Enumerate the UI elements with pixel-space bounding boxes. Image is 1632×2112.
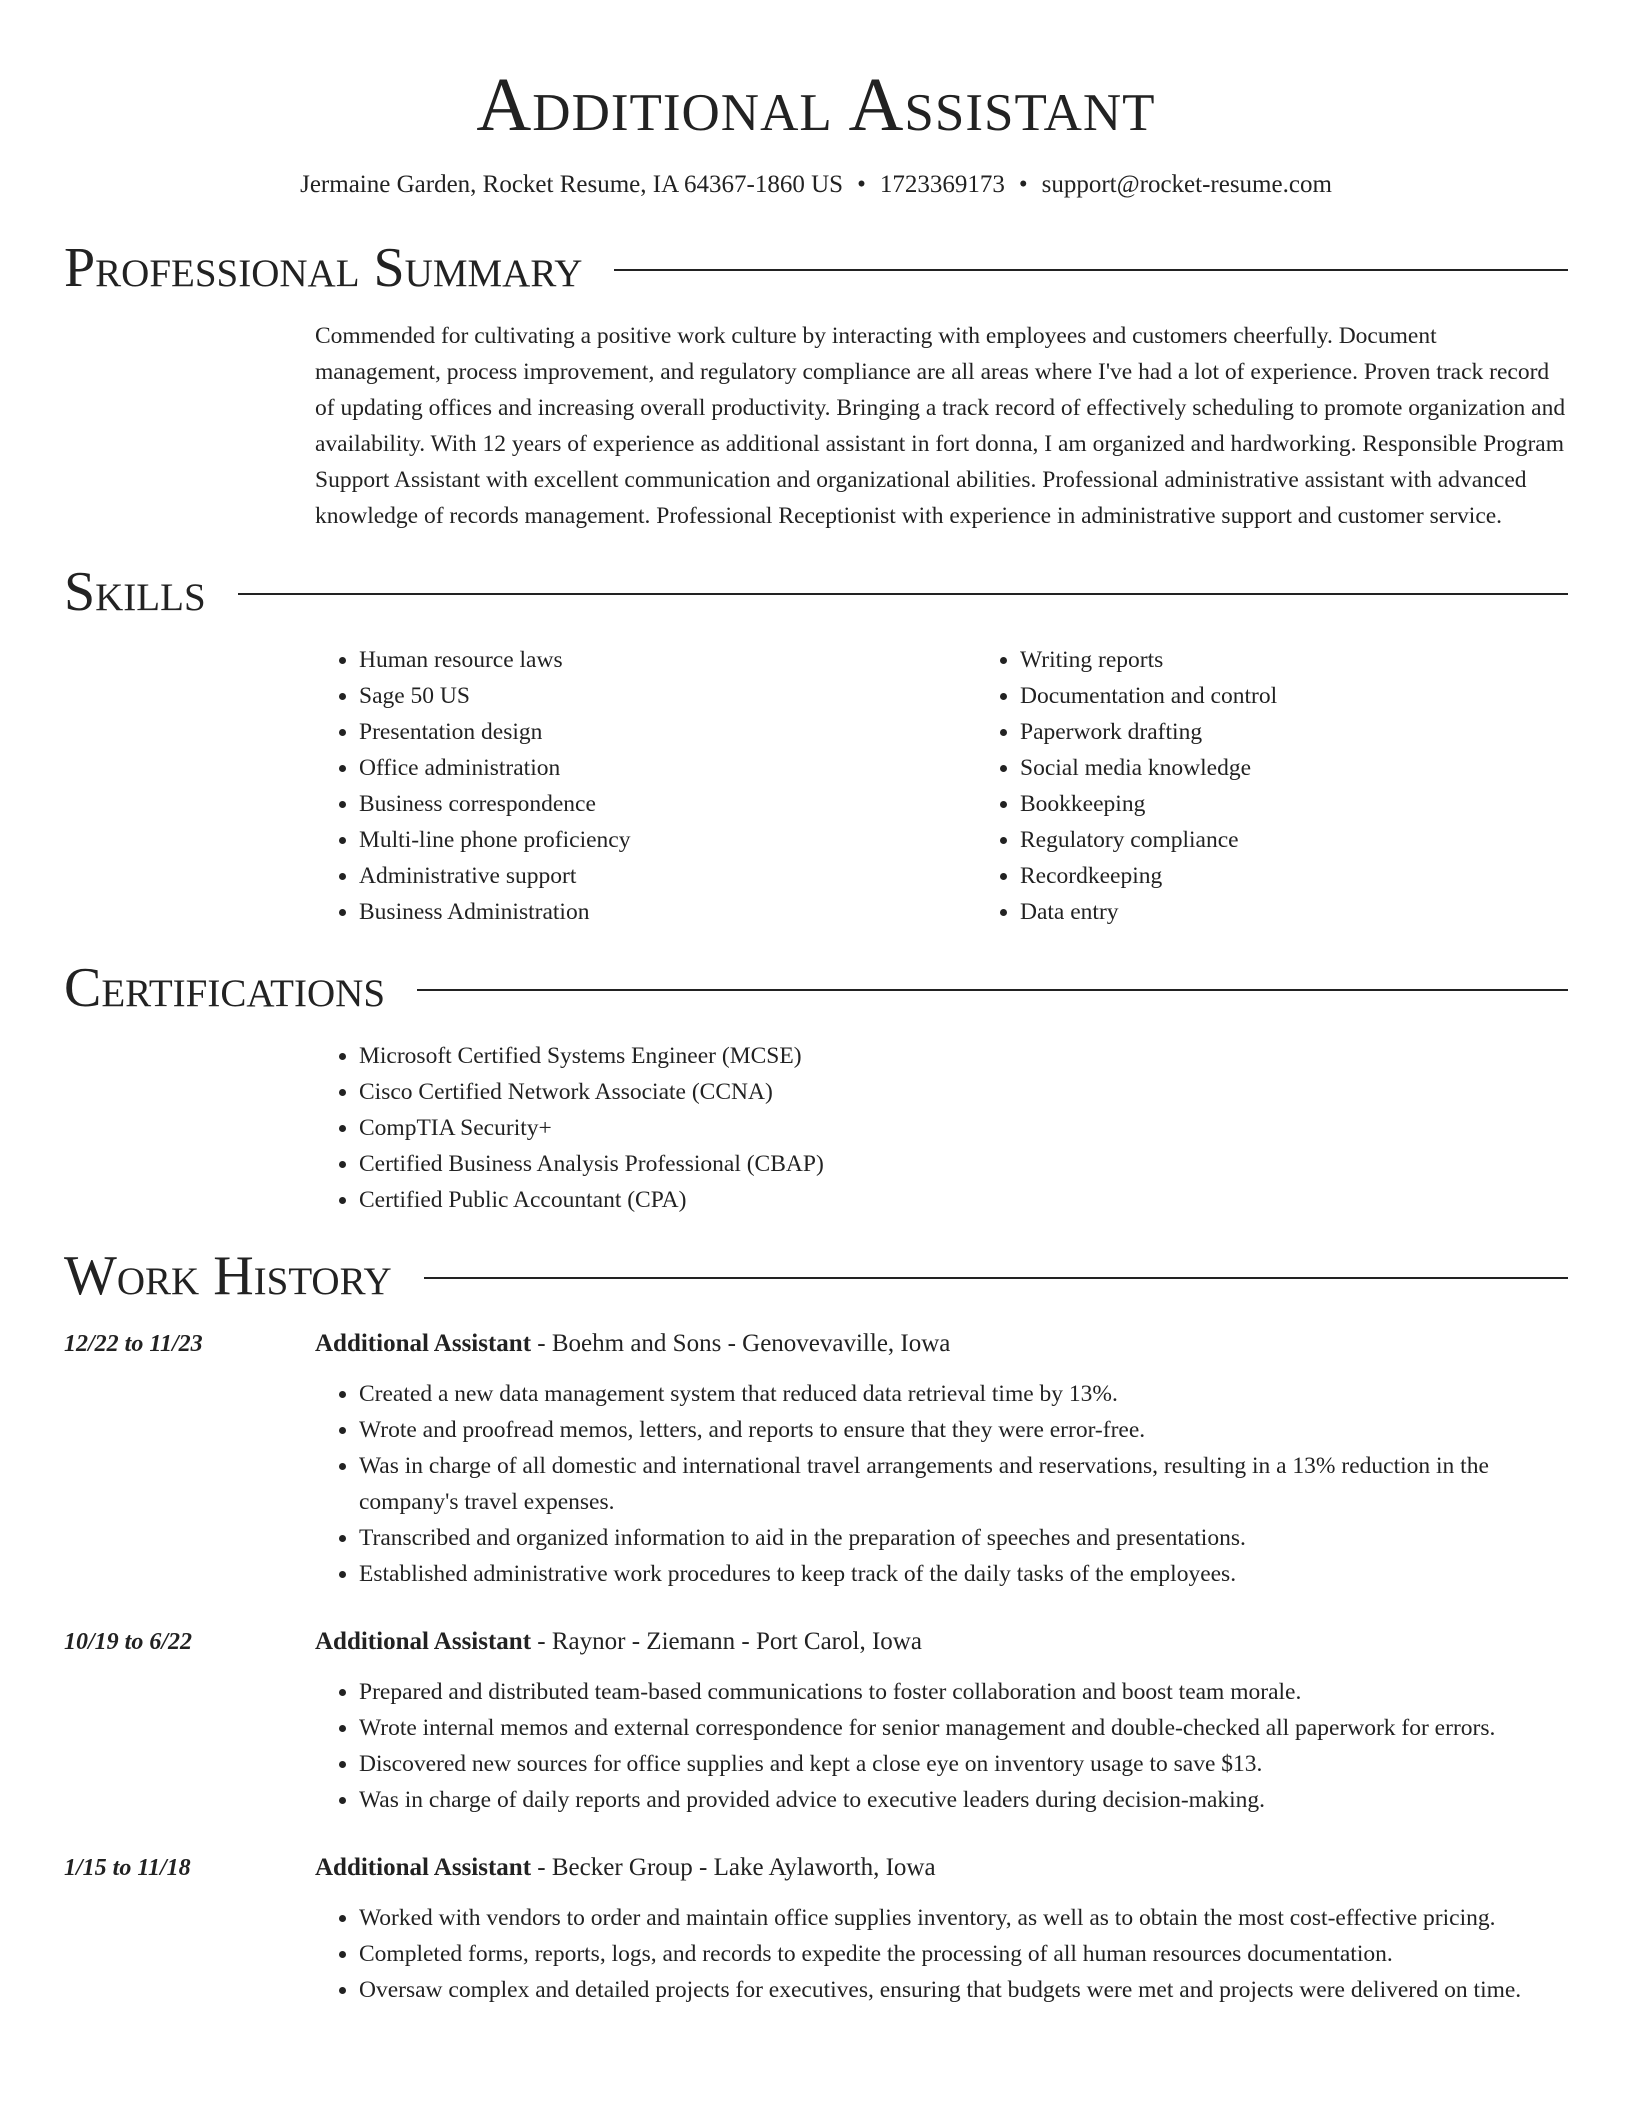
job-body (315, 1850, 1568, 2008)
section-divider (238, 593, 1568, 595)
job-bullets (315, 1674, 1568, 1818)
certification-item: • Microsoft Certified Systems Engineer (MCSE) (359, 1038, 1568, 1074)
job-dates: 12/22 to 11/23 (64, 1331, 203, 1357)
section-divider (424, 1277, 1568, 1279)
contact-line (64, 168, 1568, 202)
certification-item: • CompTIA Security+ (359, 1110, 1568, 1146)
job-company-location: - Boehm and Sons - Genovevaville, Iowa (531, 1330, 951, 1357)
skill-item: • Office administration (359, 750, 976, 786)
skill-item: • Administrative support (359, 858, 976, 894)
job-bullet: • Established administrative work procedures to keep track of the daily tasks of the employees. (359, 1556, 1568, 1592)
skill-item: • Social media knowledge (1020, 750, 1568, 786)
certification-item: • Certified Business Analysis Professional (CBAP) (359, 1146, 1568, 1182)
job-bullet: • Created a new data management system that reduced data retrieval time by 13%. (359, 1376, 1568, 1412)
certifications-content (315, 1038, 1568, 1218)
job-bullet: • Was in charge of all domestic and international travel arrangements and reservations, resulting in a 13% reduction in the company's travel expenses. (359, 1448, 1568, 1520)
job-bullets (315, 1900, 1568, 2008)
job-heading (315, 1850, 1568, 1886)
summary-content (315, 318, 1568, 534)
job-bullet: • Wrote internal memos and external correspondence for senior management and double-checked all paperwork for errors. (359, 1710, 1568, 1746)
skills-heading: Skills (64, 561, 206, 623)
skill-item: • Presentation design (359, 714, 976, 750)
work-heading: Work History (64, 1245, 392, 1307)
certifications-heading: Certifications (64, 957, 386, 1019)
job-company-location: - Raynor - Ziemann - Port Carol, Iowa (531, 1628, 922, 1655)
skills-list-right (976, 642, 1568, 930)
job-bullet: • Was in charge of daily reports and provided advice to executive leaders during decision-making. (359, 1782, 1568, 1818)
skill-item: • Human resource laws (359, 642, 976, 678)
work-section-header (64, 1244, 1568, 1308)
skills-content (315, 642, 1568, 930)
job-bullet: • Transcribed and organized information to aid in the preparation of speeches and presentations. (359, 1520, 1568, 1556)
contact-separator: • (1018, 171, 1028, 198)
certification-item: • Cisco Certified Network Associate (CCNA) (359, 1074, 1568, 1110)
summary-text: Commended for cultivating a positive work culture by interacting with employees and customers cheerfully. Document management, process improvement, and regulatory compliance are all areas where I've had a lot of experience. Proven track record of updating offices and increasing overall productivity. Bringing a track record of effectively scheduling to promote organization and availability. With 12 years of experience as additional assistant in fort donna, I am organized and hardworking. Responsible Program Support Assistant with excellent communication and organizational abilities. Professional administrative assistant with advanced knowledge of records management. Professional Receptionist with experience in administrative support and customer service. (315, 323, 1566, 529)
job-role: Additional Assistant (315, 1628, 532, 1655)
contact-address: Jermaine Garden, Rocket Resume, IA 64367-1860 US (300, 171, 844, 198)
job-bullet: • Wrote and proofread memos, letters, and reports to ensure that they were error-free. (359, 1412, 1568, 1448)
work-history-list (64, 1326, 1568, 2008)
section-divider (417, 989, 1568, 991)
job-body (315, 1326, 1568, 1592)
job-dates: 10/19 to 6/22 (64, 1629, 193, 1655)
certifications-list (315, 1038, 1568, 1218)
summary-heading: Professional Summary (64, 237, 583, 299)
summary-section-header (64, 236, 1568, 300)
job-entry (64, 1850, 1568, 2008)
resume-title: Additional Assistant (476, 63, 1156, 147)
job-heading (315, 1624, 1568, 1660)
job-role: Additional Assistant (315, 1330, 532, 1357)
contact-email: support@rocket-resume.com (1041, 171, 1332, 198)
skill-item: • Regulatory compliance (1020, 822, 1568, 858)
skill-item: • Paperwork drafting (1020, 714, 1568, 750)
section-divider (614, 269, 1568, 271)
job-bullet: • Worked with vendors to order and maintain office supplies inventory, as well as to obtain the most cost-effective pricing. (359, 1900, 1568, 1936)
skill-item: • Recordkeeping (1020, 858, 1568, 894)
certification-item: • Certified Public Accountant (CPA) (359, 1182, 1568, 1218)
job-bullet: • Discovered new sources for office supplies and kept a close eye on inventory usage to save $13. (359, 1746, 1568, 1782)
job-bullet: • Completed forms, reports, logs, and records to expedite the processing of all human resources documentation. (359, 1936, 1568, 1972)
contact-separator: • (857, 171, 866, 198)
skill-item: • Documentation and control (1020, 678, 1568, 714)
skills-section-header (64, 560, 1568, 624)
job-role: Additional Assistant (315, 1854, 532, 1881)
job-bullet: • Prepared and distributed team-based communications to foster collaboration and boost team morale. (359, 1674, 1568, 1710)
job-bullet: • Oversaw complex and detailed projects for executives, ensuring that budgets were met and projects were delivered on time. (359, 1972, 1568, 2008)
certifications-section-header (64, 956, 1568, 1020)
job-entry (64, 1326, 1568, 1592)
skill-item: • Business Administration (359, 894, 976, 930)
job-company-location: - Becker Group - Lake Aylaworth, Iowa (531, 1854, 936, 1881)
skill-item: • Multi-line phone proficiency (359, 822, 976, 858)
job-body (315, 1624, 1568, 1818)
job-entry (64, 1624, 1568, 1818)
skill-item: • Writing reports (1020, 642, 1568, 678)
skills-list-left (315, 642, 976, 930)
job-dates: 1/15 to 11/18 (64, 1855, 191, 1881)
skill-item: • Sage 50 US (359, 678, 976, 714)
skill-item: • Data entry (1020, 894, 1568, 930)
contact-phone: 1723369173 (879, 171, 1005, 198)
skill-item: • Bookkeeping (1020, 786, 1568, 822)
skill-item: • Business correspondence (359, 786, 976, 822)
job-bullets (315, 1376, 1568, 1592)
job-heading (315, 1326, 1568, 1362)
